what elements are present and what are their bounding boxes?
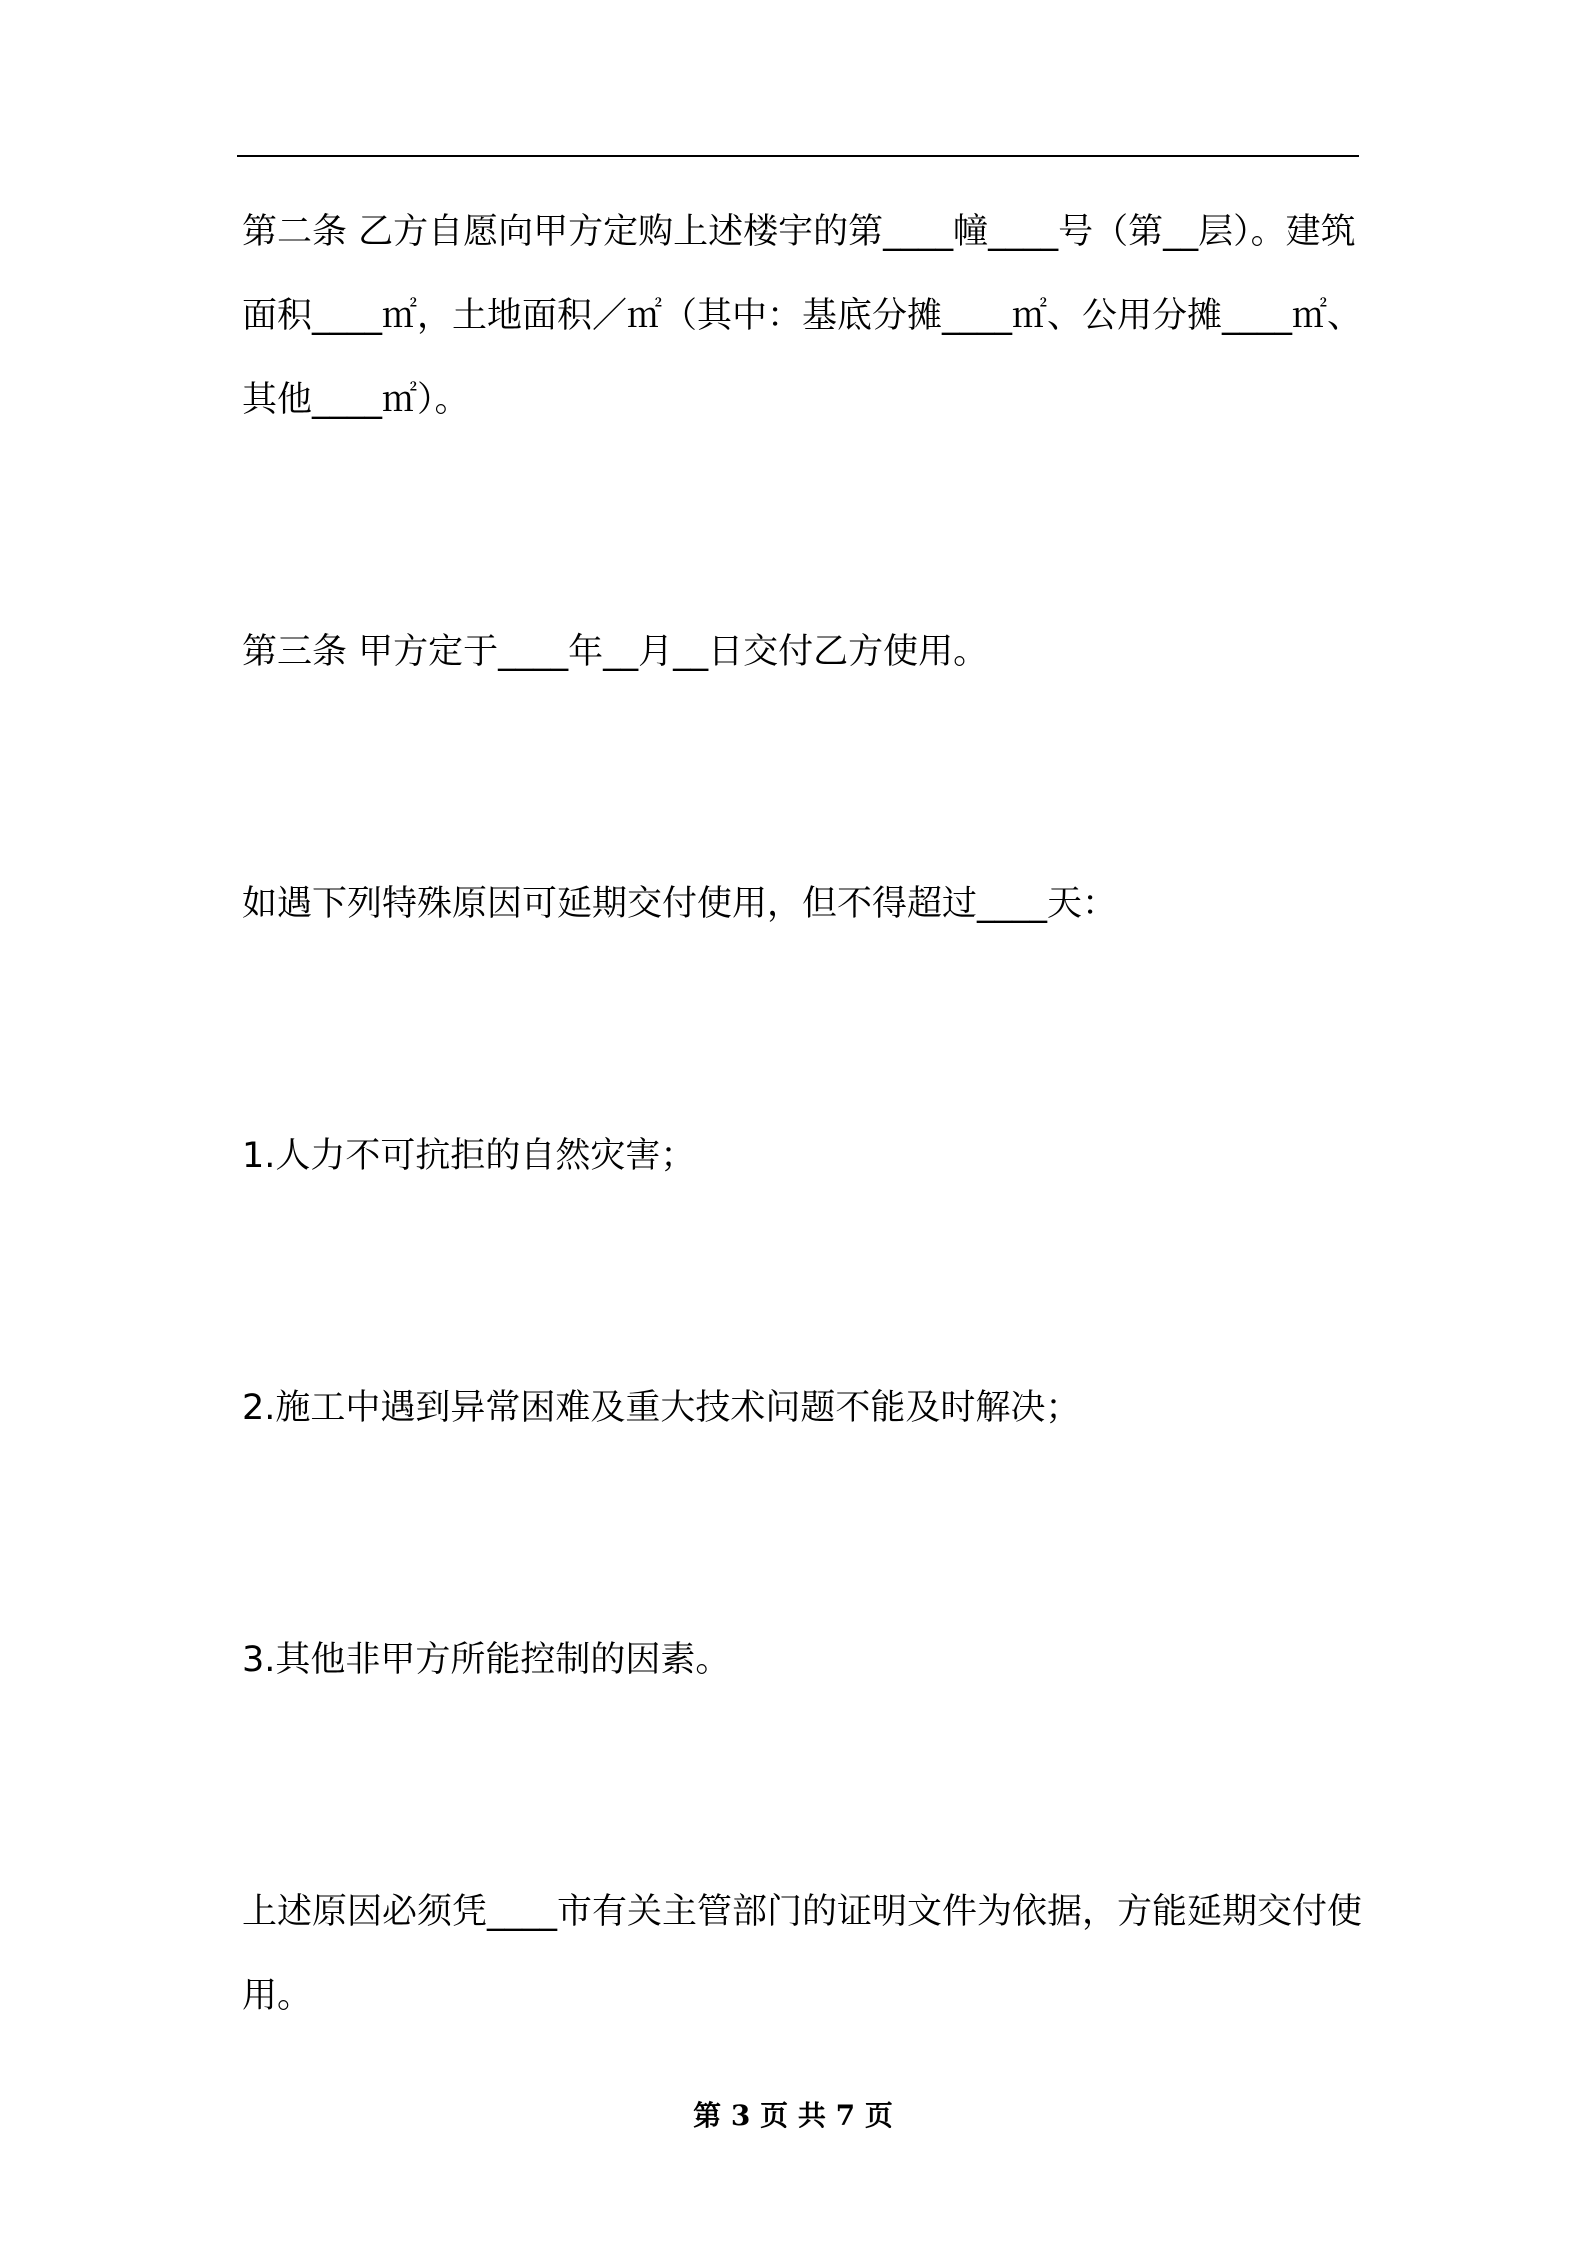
paragraph-delay-conditions: 如遇下列特殊原因可延期交付使用，但不得超过____天： [242,884,1118,924]
page-number-footer: 第 3 页 共 7 页 [693,2099,893,2132]
list-item-2: 2.施工中遇到异常困难及重大技术问题不能及时解决； [242,1388,1081,1428]
list-item-3: 3.其他非甲方所能控制的因素。 [242,1640,731,1680]
document-body [242,190,1367,2038]
paragraph-article-3: 第三条 甲方定于____年__月__日交付乙方使用。 [242,632,989,672]
paragraph-article-2: 第二条 乙方自愿向甲方定购上述楼宇的第____幢____号（第__层）。建筑面积____㎡，土地面积／㎡（其中：基底分摊____㎡、公用分摊____㎡、其他____㎡）。 [242,212,1363,420]
header-rule [237,155,1359,157]
paragraph-evidence-requirement: 上述原因必须凭____市有关主管部门的证明文件为依据，方能延期交付使用。 [242,1892,1363,2016]
list-item-1: 1.人力不可抗拒的自然灾害； [242,1136,696,1176]
